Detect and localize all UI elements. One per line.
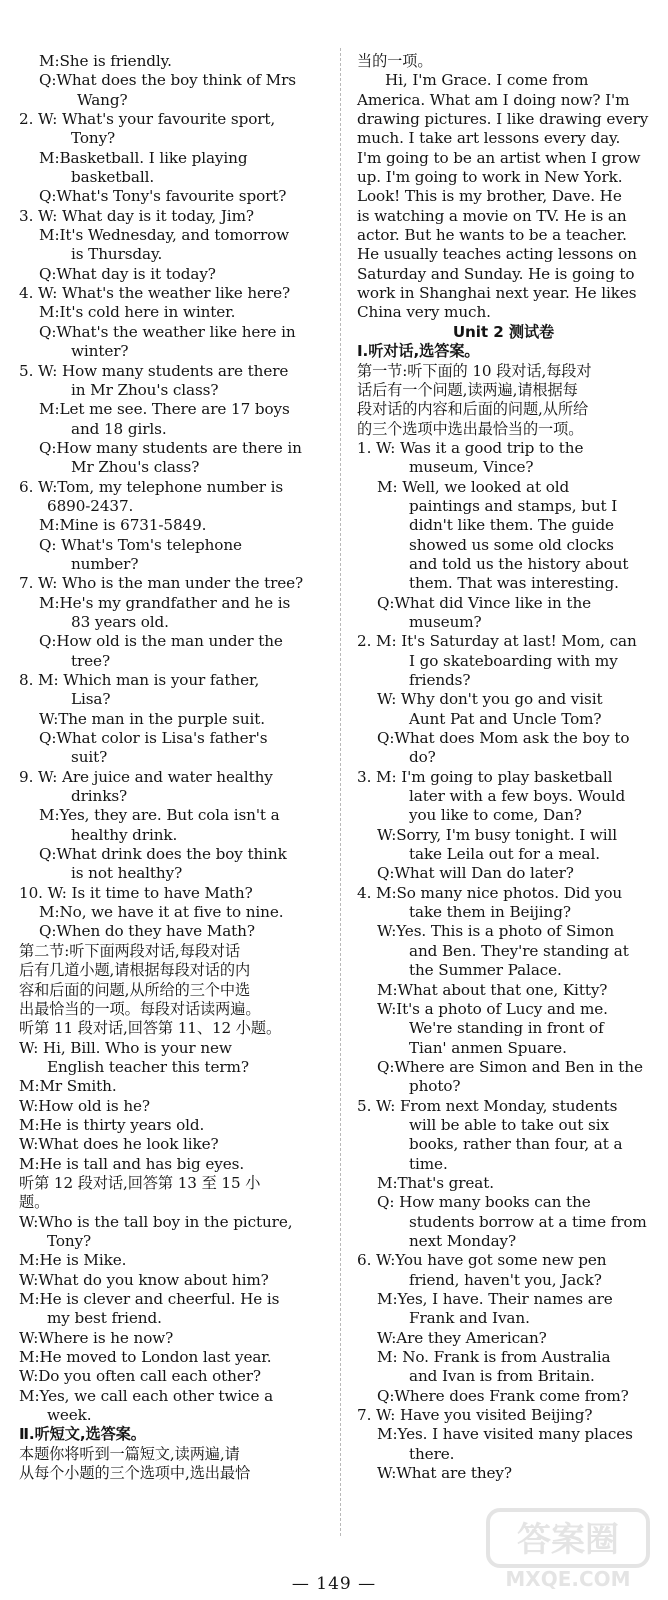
text-line: M:He moved to London last year. — [19, 1348, 272, 1367]
text-line: photo? — [409, 1077, 461, 1096]
text-line: 7. W: Who is the man under the tree? — [19, 574, 304, 593]
text-line: W:Yes. This is a photo of Simon — [377, 922, 615, 941]
text-line: books, rather than four, at a — [409, 1135, 623, 1154]
text-line: Q: What's Tom's telephone — [39, 535, 242, 554]
text-line: there. — [409, 1444, 455, 1463]
text-line: M:No, we have it at five to nine. — [39, 903, 284, 922]
text-line: Q:What does Mom ask the boy to — [377, 729, 630, 748]
text-line: W: Hi, Bill. Who is your new — [19, 1038, 232, 1057]
text-line: W:Who is the tall boy in the picture, — [19, 1212, 293, 1231]
text-line: drinks? — [71, 787, 128, 806]
text-line: M:Yes, I have. Their names are — [377, 1290, 613, 1308]
text-line: 6. W:Tom, my telephone number is — [19, 477, 284, 496]
text-line: is watching a movie on TV. He is an — [357, 206, 627, 225]
text-line: W:What are they? — [377, 1464, 512, 1483]
text-line: Q:Where does Frank come from? — [377, 1386, 629, 1405]
text-line: M:What about that one, Kitty? — [377, 980, 608, 999]
text-line: time. — [409, 1154, 448, 1173]
text-line: will be able to take out six — [409, 1115, 609, 1134]
text-line: 的三个选项中选出最恰当的一项。 — [357, 419, 584, 438]
text-line: Frank and Ivan. — [409, 1309, 530, 1328]
text-line: M:He's my grandfather and he is — [39, 593, 291, 612]
text-line: W:What does he look like? — [19, 1135, 219, 1154]
text-line: 段对话的内容和后面的问题,从所给 — [357, 400, 589, 419]
text-line: 后有几道小题,请根据每段对话的内 — [19, 961, 251, 980]
text-line: W:Sorry, I'm busy tonight. I will — [377, 825, 618, 844]
text-line: M:He is Mike. — [19, 1251, 127, 1270]
text-line: much. I take art lessons every day. — [357, 129, 621, 148]
text-line: Q:What did Vince like in the — [377, 593, 592, 612]
text-line: 3. W: What day is it today, Jim? — [19, 206, 254, 225]
text-line: students borrow at a time from — [409, 1212, 647, 1231]
text-line: 出最恰当的一项。每段对话读两遍。 — [19, 999, 261, 1018]
text-line: 4. W: What's the weather like here? — [19, 284, 290, 303]
text-line: is not healthy? — [71, 864, 183, 883]
text-line: and 18 girls. — [71, 419, 167, 438]
text-line: work in Shanghai next year. He likes — [357, 284, 637, 303]
text-line: Q:What day is it today? — [39, 264, 216, 283]
text-line: W:Are they American? — [377, 1328, 547, 1347]
text-line: Q:When do they have Math? — [39, 922, 255, 941]
text-line: 2. M: It's Saturday at last! Mom, can — [357, 632, 637, 651]
left-column — [19, 52, 325, 1483]
text-line: 6890-2437. — [47, 496, 134, 515]
section-heading: Ⅰ.听对话,选答案。 — [357, 342, 480, 361]
text-line: 7. W: Have you visited Beijing? — [357, 1406, 593, 1425]
text-line: museum? — [409, 612, 482, 631]
text-line: M: No. Frank is from Australia — [377, 1348, 611, 1367]
text-line: 4. M:So many nice photos. Did you — [357, 883, 623, 902]
text-line: 83 years old. — [71, 612, 169, 631]
text-line: take Leila out for a meal. — [409, 845, 600, 864]
text-line: Tony? — [71, 129, 116, 148]
text-line: Tian' anmen Spuare. — [409, 1038, 567, 1057]
text-line: 容和后面的问题,从所给的三个中选 — [19, 980, 251, 999]
text-line: and Ivan is from Britain. — [409, 1367, 595, 1386]
text-line: He usually teaches acting lessons on — [357, 245, 637, 264]
text-line: Q:What drink does the boy think — [39, 845, 287, 864]
text-line: 题。 — [19, 1193, 50, 1212]
text-line: friend, haven't you, Jack? — [409, 1270, 602, 1289]
text-line: next Monday? — [409, 1231, 517, 1250]
text-line: Wang? — [77, 90, 128, 109]
text-line: M:He is tall and has big eyes. — [19, 1154, 245, 1173]
text-line: 本题你将听到一篇短文,读两遍,请 — [19, 1444, 240, 1463]
text-line: Lisa? — [71, 690, 111, 709]
text-line: paintings and stamps, but I — [409, 496, 618, 515]
text-line: 从每个小题的三个选项中,选出最恰 — [19, 1464, 251, 1483]
text-line: winter? — [71, 342, 129, 361]
text-line: the Summer Palace. — [409, 961, 562, 980]
text-line: 第二节:听下面两段对话,每段对话 — [19, 941, 240, 960]
text-line: Saturday and Sunday. He is going to — [357, 264, 635, 283]
text-line: M:He is clever and cheerful. He is — [19, 1290, 280, 1308]
text-line: Look! This is my brother, Dave. He — [357, 187, 622, 206]
text-line: W:Do you often call each other? — [19, 1367, 261, 1386]
text-line: M:Yes. I have visited many places — [377, 1425, 633, 1444]
text-line: We're standing in front of — [409, 1019, 604, 1038]
text-line: I'm going to be an artist when I grow — [357, 148, 641, 167]
text-line: 听第 12 段对话,回答第 13 至 15 小 — [19, 1173, 261, 1192]
text-line: in Mr Zhou's class? — [71, 380, 219, 399]
section-heading: Ⅱ.听短文,选答案。 — [19, 1425, 146, 1444]
text-line: English teacher this term? — [47, 1057, 249, 1076]
text-line: is Thursday. — [71, 245, 163, 264]
text-line: W: Why don't you go and visit — [377, 690, 603, 709]
page-number: — 149 — — [291, 1574, 377, 1594]
text-line: M:Yes, they are. But cola isn't a — [39, 806, 280, 825]
text-line: Q:How many students are there in — [39, 438, 302, 457]
text-line: 当的一项。 — [357, 52, 433, 70]
text-line: drawing pictures. I like drawing every — [357, 110, 649, 129]
text-line: 5. W: How many students are there — [19, 361, 289, 380]
watermark-url: MXQE.COM — [505, 1567, 631, 1591]
text-line: Q: How many books can the — [377, 1193, 591, 1212]
text-line: 话后有一个问题,读两遍,请根据每 — [357, 380, 578, 399]
column-divider — [340, 48, 341, 1536]
text-line: and told us the history about — [409, 554, 629, 573]
text-line: Tony? — [47, 1231, 92, 1250]
text-line: you like to come, Dan? — [409, 806, 582, 825]
text-line: Q:What will Dan do later? — [377, 864, 574, 883]
text-line: tree? — [71, 651, 110, 670]
text-line: M:That's great. — [377, 1173, 494, 1192]
text-line: 2. W: What's your favourite sport, — [19, 110, 276, 129]
text-line: 8. M: Which man is your father, — [19, 671, 260, 689]
text-line: suit? — [71, 748, 108, 767]
text-line: America. What am I doing now? I'm — [357, 90, 630, 109]
text-line: do? — [409, 748, 436, 767]
text-line: W:How old is he? — [19, 1096, 150, 1115]
text-line: M:Mr Smith. — [19, 1077, 117, 1096]
text-line: I go skateboarding with my — [409, 651, 618, 670]
text-line: W:The man in the purple suit. — [39, 709, 265, 728]
text-line: M:It's Wednesday, and tomorrow — [39, 226, 290, 245]
text-line: 6. W:You have got some new pen — [357, 1251, 607, 1270]
text-line: 3. M: I'm going to play basketball — [357, 767, 613, 786]
text-line: week. — [47, 1406, 92, 1425]
text-line: Hi, I'm Grace. I come from — [385, 71, 589, 90]
text-line: W:Where is he now? — [19, 1328, 174, 1347]
text-line: M:He is thirty years old. — [19, 1115, 205, 1134]
text-line: 10. W: Is it time to have Math? — [19, 883, 253, 902]
text-line: showed us some old clocks — [409, 535, 614, 554]
text-line: take them in Beijing? — [409, 903, 571, 922]
text-line: number? — [71, 554, 139, 573]
text-line: 5. W: From next Monday, students — [357, 1096, 618, 1115]
text-line: healthy drink. — [71, 825, 178, 844]
text-line: Q:What's the weather like here in — [39, 322, 296, 341]
text-line: Q:Where are Simon and Ben in the — [377, 1057, 643, 1076]
text-line: up. I'm going to work in New York. — [357, 168, 623, 187]
text-line: W:It's a photo of Lucy and me. — [377, 999, 608, 1018]
text-line: Q:What's Tony's favourite sport? — [39, 187, 287, 206]
text-line: didn't like them. The guide — [409, 516, 614, 535]
text-line: my best friend. — [47, 1309, 162, 1328]
text-line: Q:How old is the man under the — [39, 632, 283, 651]
text-line: actor. But he wants to be a teacher. — [357, 226, 627, 245]
text-line: China very much. — [357, 303, 491, 322]
text-line: M:She is friendly. — [39, 52, 172, 70]
text-line: 听第 11 段对话,回答第 11、12 小题。 — [19, 1019, 282, 1038]
text-line: 9. W: Are juice and water healthy — [19, 767, 273, 786]
section-heading: Unit 2 测试卷 — [452, 322, 555, 341]
text-line: M: Well, we looked at old — [377, 477, 570, 496]
text-line: M:Let me see. There are 17 boys — [39, 400, 290, 419]
text-line: 1. W: Was it a good trip to the — [357, 438, 584, 457]
watermark-text: 答案圈 — [517, 1520, 619, 1560]
text-line: basketball. — [71, 168, 155, 187]
text-line: museum, Vince? — [409, 458, 534, 477]
text-line: and Ben. They're standing at — [409, 941, 629, 960]
text-line: M:Basketball. I like playing — [39, 148, 248, 167]
text-line: W:What do you know about him? — [19, 1270, 269, 1289]
text-line: M:Mine is 6731-5849. — [39, 516, 207, 535]
text-line: them. That was interesting. — [409, 574, 619, 593]
text-line: 第一节:听下面的 10 段对话,每段对 — [357, 361, 592, 380]
text-line: M:It's cold here in winter. — [39, 303, 236, 322]
text-line: Q:What color is Lisa's father's — [39, 729, 268, 748]
text-line: M:Yes, we call each other twice a — [19, 1386, 274, 1405]
text-line: friends? — [409, 671, 471, 689]
text-line: later with a few boys. Would — [409, 787, 626, 806]
text-line: Aunt Pat and Uncle Tom? — [409, 709, 602, 728]
text-line: Q:What does the boy think of Mrs — [39, 71, 296, 90]
right-column — [357, 52, 650, 1483]
text-line: Mr Zhou's class? — [71, 458, 200, 477]
